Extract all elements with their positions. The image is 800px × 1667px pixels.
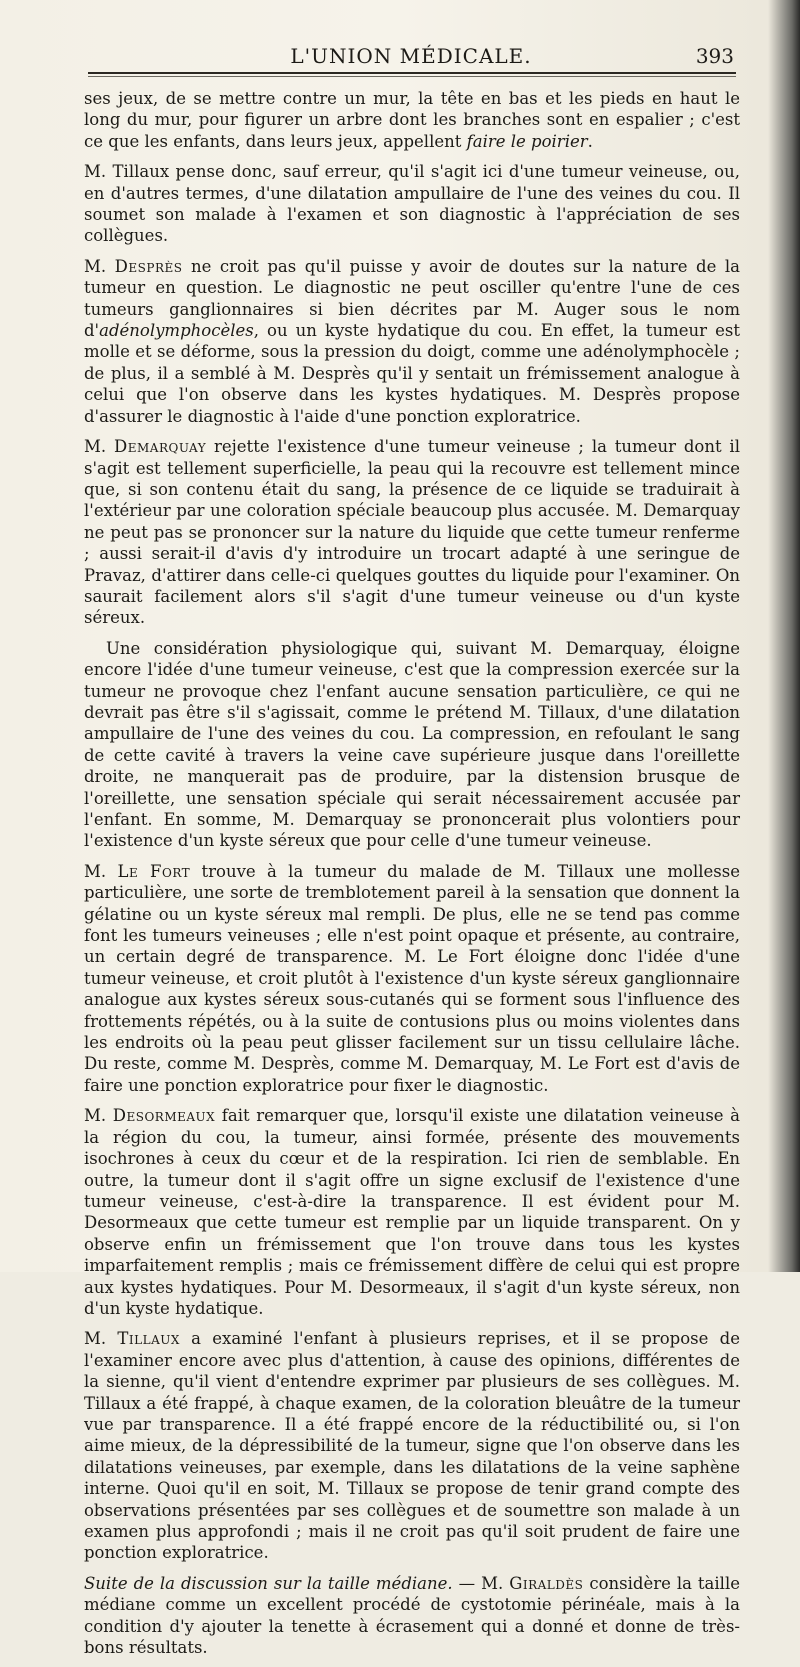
- text-run: — M.: [452, 1573, 510, 1593]
- running-title: L'UNION MÉDICALE.: [290, 44, 532, 68]
- paragraph-p8: [84, 1328, 740, 1563]
- text-run: fait remarquer que, lorsqu'il existe une dilatation veineuse à la région du cou, la tumeur, ainsi formée, présente des mouvements isochrones à ceux du cœur et de la respiration. Ici rien de semblable. En outre, la tumeur dont il s'agit offre un signe exclusif de l'existence d'une tumeur veineuse, c'est-à-dire la transparence. Il est évident pour M. Desormeaux que cette tumeur est remplie par un liquide transparent. On y observe enfin un frémissement que l'on trouve dans tous les kystes imparfaitement remplis ; mais ce frémissement diffère de celui qui est propre aux kystes hydatiques. Pour M. Desormeaux, il s'agit d'un kyste séreux, non d'un kyste hydatique.: [84, 1106, 740, 1318]
- speaker-name: Desprès: [114, 256, 183, 276]
- paragraph-p7: [84, 1105, 740, 1319]
- text-run: a examiné l'enfant à plusieurs reprises, et il se propose de l'examiner encore avec plus d'attention, à cause des opinions, différentes de la sienne, qu'il vient d'entendre exprimer par plusieurs de ses collègues. M. Tillaux a été frappé, à chaque examen, de la coloration bleuâtre de la tumeur vue par transparence. Il a été frappé encore de la réductibilité ou, si l'on aime mieux, de la dépressibilité de la tumeur, signe que l'on observe dans les dilatations veineuses, par exemple, dans les dilatations de la veine saphène interne. Quoi qu'il en soit, M. Tillaux se propose de tenir grand compte des observations présentées par ses collègues et de soumettre son malade à un examen plus approfondi ; mais il ne croit pas qu'il soit prudent de faire une ponction exploratrice.: [84, 1329, 740, 1563]
- body-text: [84, 88, 740, 1667]
- text-run: M.: [84, 437, 114, 457]
- speaker-name: Le Fort: [117, 861, 191, 881]
- speaker-name: Giraldès: [509, 1573, 584, 1593]
- header-rule-thick: [88, 72, 736, 74]
- italic-text: faire le poirier: [466, 131, 588, 151]
- text-run: ne croit pas qu'il puisse y avoir de doutes sur la nature de la tumeur en question. Le diagnostic ne peut osciller qu'entre l'une de ces tumeurs ganglionnaires si bien décrites par M. Auger sous le nom d': [84, 256, 741, 341]
- running-header: [88, 40, 734, 72]
- paragraph-p3: [84, 256, 740, 427]
- text-run: considère la taille médiane comme un excellent procédé de cystotomie périnéale, mais à la condition d'y ajouter la tenette à écrasement qui a donné et donne de très-bons résultats.: [84, 1573, 740, 1658]
- header-rule-thin: [88, 76, 736, 77]
- italic-text: Suite de la discussion sur la taille médiane.: [84, 1573, 453, 1593]
- text-run: M.: [84, 256, 115, 276]
- paragraph-p9: [84, 1573, 740, 1659]
- text-run: M.: [84, 1329, 118, 1349]
- paragraph-p1: [84, 88, 740, 152]
- speaker-name: Desormeaux: [112, 1106, 216, 1126]
- text-run: ses jeux, de se mettre contre un mur, la tête en bas et les pieds en haut le long du mur, pour figurer un arbre dont les branches sont en espalier ; c'est ce que les enfants, dans leurs jeux, appellent: [84, 89, 740, 151]
- text-run: , ou un kyste hydatique du cou. En effet, la tumeur est molle et se déforme, sous la pression du doigt, comme une adénolymphocèle ; de plus, il a semblé à M. Desprès qu'il y sentait un frémissement analogue à celui que l'on observe dans les kystes hydatiques. M. Desprès propose d'assurer le diagnostic à l'aide d'une ponction exploratrice.: [84, 321, 740, 426]
- paragraph-p2: [84, 161, 740, 247]
- text-run: Une considération physiologique qui, suivant M. Demarquay, éloigne encore l'idée d'une tumeur veineuse, c'est que la compression exercée sur la tumeur ne provoque chez l'enfant aucune sensation particulière, ce qui ne devrait pas être s'il s'agissait, comme le prétend M. Tillaux, d'une dilatation ampullaire de l'une des veines du cou. La compression, en refoulant le sang de cette cavité à travers la veine cave supérieure jusque dans l'oreillette droite, ne manquerait pas de produire, par la distension brusque de l'oreillette, une sensation spéciale qui serait nécessairement accusée par l'enfant. En somme, M. Demarquay se prononcerait plus volontiers pour l'existence d'un kyste séreux que pour celle d'une tumeur veineuse.: [84, 638, 740, 851]
- paragraph-p4: [84, 436, 740, 629]
- text-run: trouve à la tumeur du malade de M. Tillaux une mollesse particulière, une sorte de tremblotement pareil à la sensation que donnent la gélatine ou un kyste séreux mal rempli. De plus, elle ne se tend pas comme font les tumeurs veineuses ; elle n'est point opaque et présente, au contraire, un certain degré de transparence. M. Le Fort éloigne donc l'idée d'une tumeur veineuse, et croit plutôt à l'existence d'un kyste séreux ganglionnaire analogue aux kystes séreux sous-cutanés qui se forment sous l'influence des frottements répétés, ou à la suite de contusions plus ou moins violentes dans les endroits où la peau peut glisser facilement sur un tissu cellulaire lâche. Du reste, comme M. Desprès, comme M. Demarquay, M. Le Fort est d'avis de faire une ponction exploratrice pour fixer le diagnostic.: [84, 861, 740, 1095]
- speaker-name: Demarquay: [114, 437, 207, 457]
- text-run: M.: [84, 1106, 113, 1126]
- text-run: .: [587, 131, 593, 151]
- text-run: M. Tillaux pense donc, sauf erreur, qu'il s'agit ici d'une tumeur veineuse, ou, en d'autres termes, d'une dilatation ampullaire de l'une des veines du cou. Il soumet son malade à l'examen et son diagnostic à l'appréciation de ses collègues.: [84, 162, 740, 246]
- text-run: M.: [84, 861, 118, 881]
- italic-text: adénolymphocèles: [99, 321, 254, 341]
- paragraph-p6: [84, 861, 740, 1096]
- paragraph-p5: [84, 638, 740, 852]
- text-run: rejette l'existence d'une tumeur veineuse ; la tumeur dont il s'agit est tellement superficielle, la peau qui la recouvre est tellement mince que, si son contenu était du sang, la présence de ce liquide se traduirait à l'extérieur par une coloration spéciale beaucoup plus accusée. M. Demarquay ne peut pas se prononcer sur la nature du liquide que cette tumeur renferme ; aussi serait-il d'avis d'y introduire un trocart adapté à une seringue de Pravaz, d'attirer dans celle-ci quelques gouttes du liquide pour l'examiner. On saurait facilement alors s'il s'agit d'une tumeur veineuse ou d'un kyste séreux.: [84, 437, 740, 628]
- speaker-name: Tillaux: [117, 1329, 180, 1349]
- page-number: 393: [695, 44, 734, 68]
